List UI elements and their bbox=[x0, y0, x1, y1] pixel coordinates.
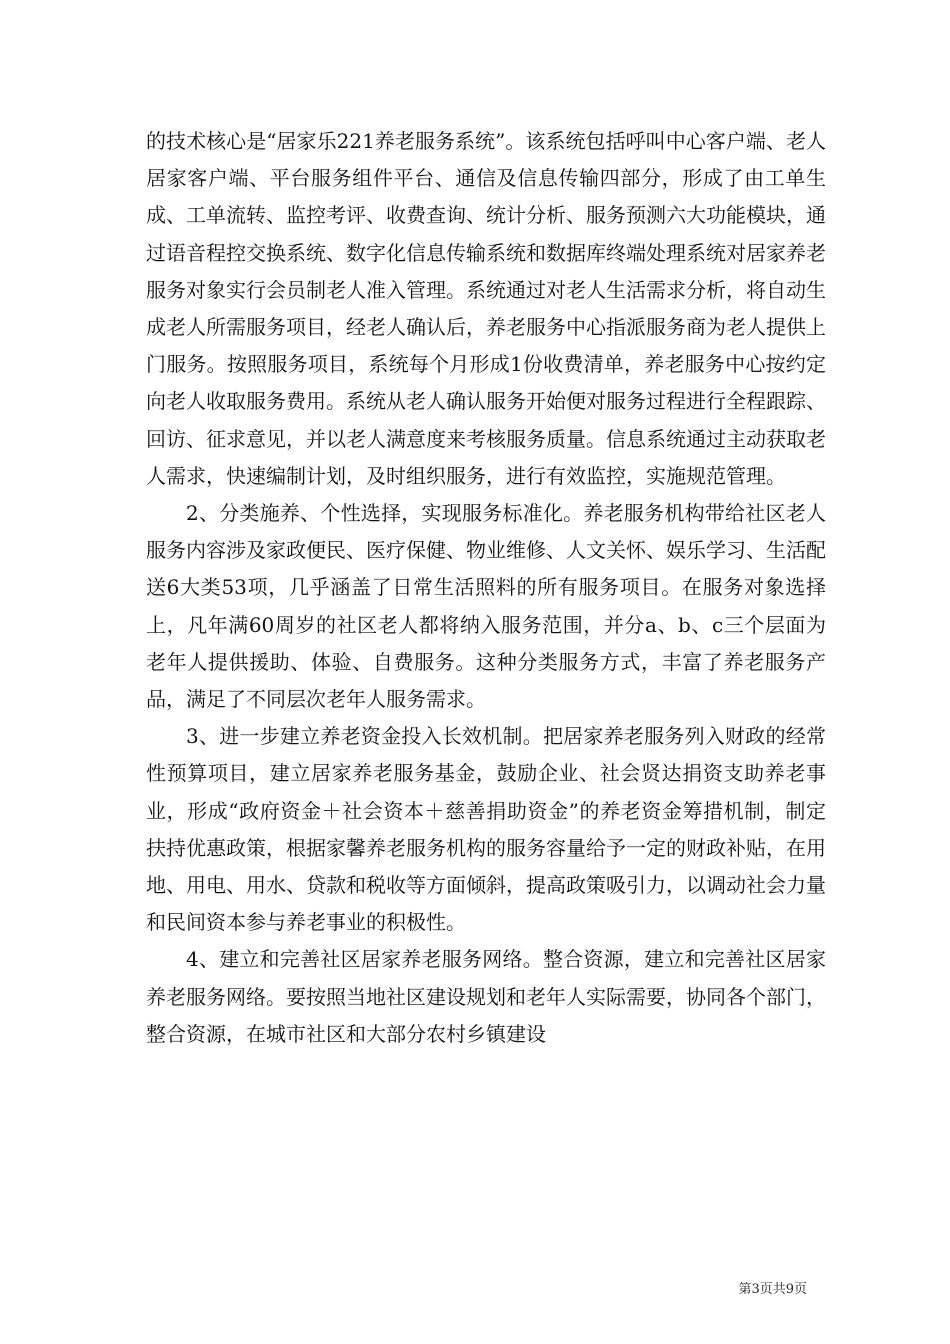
body-text bbox=[146, 123, 826, 1053]
paragraph-4: 4、建立和完善社区居家养老服务网络。整合资源，建立和完善社区居家养老服务网络。要按照当地社区建设规划和老年人实际需要，协同各个部门，整合资源，在城市社区和大部分农村乡镇建设 bbox=[146, 947, 826, 1046]
paragraph-2: 2、分类施养、个性选择，实现服务标准化。养老服务机构带给社区老人服务内容涉及家政便民、医疗保健、物业维修、人文关怀、娱乐学习、生活配送6大类53项，几乎涵盖了日常生活照料的所有服务项目。在服务对象选择上，凡年满60周岁的社区老人都将纳入服务范围，并分a、b、c三个层面为老年人提供援助、体验、自费服务。这种分类服务方式，丰富了养老服务产品，满足了不同层次老年人服务需求。 bbox=[146, 501, 826, 712]
paragraph-continuation: 的技术核心是“居家乐221养老服务系统”。该系统包括呼叫中心客户端、老人居家客户端、平台服务组件平台、通信及信息传输四部分，形成了由工单生成、工单流转、监控考评、收费查询、统计分析、服务预测六大功能模块，通过语音程控交换系统、数字化信息传输系统和数据库终端处理系统对居家养老服务对象实行会员制老人准入管理。系统通过对老人生活需求分析，将自动生成老人所需服务项目，经老人确认后，养老服务中心指派服务商为老人提供上门服务。按照服务项目，系统每个月形成1份收费清单，养老服务中心按约定向老人收取服务费用。系统从老人确认服务开始便对服务过程进行全程跟踪、回访、征求意见，并以老人满意度来考核服务质量。信息系统通过主动获取老人需求，快速编制计划，及时组织服务，进行有效监控，实施规范管理。 bbox=[146, 129, 826, 488]
page-number-footer: 第3页共9页 bbox=[738, 1282, 807, 1297]
paragraph-3: 3、进一步建立养老资金投入长效机制。把居家养老服务列入财政的经常性预算项目，建立居家养老服务基金，鼓励企业、社会贤达捐资支助养老事业，形成“政府资金＋社会资本＋慈善捐助资金”的养老资金筹措机制，制定扶持优惠政策，根据家馨养老服务机构的服务容量给予一定的财政补贴，在用地、用电、用水、贷款和税收等方面倾斜，提高政策吸引力，以调动社会力量和民间资本参与养老事业的积极性。 bbox=[146, 724, 826, 935]
